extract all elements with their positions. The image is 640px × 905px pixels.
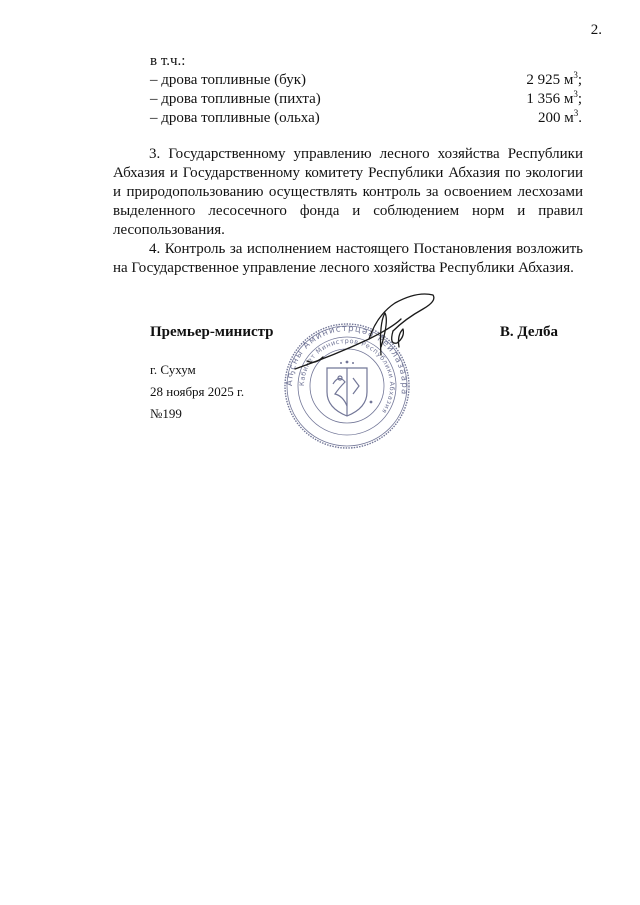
- issue-date: 28 ноября 2025 г.: [150, 384, 245, 399]
- signatory-title: Премьер-министр: [150, 324, 274, 340]
- paragraph-4: 4. Контроль за исполнением настоящего Постановления возложить на Государственное управление лесного хозяйства Республики Абхазия.: [113, 241, 583, 276]
- seal-inner-text: Кабинет Министров Республики Абхазия: [297, 336, 397, 416]
- list-item: [150, 90, 582, 109]
- list-item: [150, 109, 582, 128]
- list-item-amount: 2 925 $м^3$;: [526, 70, 582, 88]
- list-item-label: – дрова топливные (ольха): [150, 110, 320, 126]
- list-item-amount: 1 356 $м^3$;: [526, 89, 582, 107]
- document-number: №199: [150, 406, 182, 421]
- issue-city: г. Сухум: [150, 362, 196, 377]
- paragraph-3: 3. Государственному управлению лесного хозяйства Республики Абхазия и Государственному комитету Республики Абхазия по экологии и природопользованию осуществлять контроль за освоением лесхозами выделенного лесосечного фонда и соблюдением норм и правил лесопользования.: [113, 146, 583, 238]
- seal-outer-text: Аҧсны Аминистрцәа Реилазаара: [284, 323, 410, 397]
- list-intro: в т.ч.:: [150, 53, 186, 69]
- list-item: [150, 71, 582, 90]
- signatory-name: В. Делба: [499, 324, 558, 340]
- list-item-label: – дрова топливные (бук): [150, 72, 307, 88]
- body-text: [113, 145, 583, 278]
- list-item-label: – дрова топливные (пихта): [150, 91, 321, 107]
- page-number: 2.: [590, 22, 602, 38]
- volume-list: [150, 52, 582, 128]
- list-item-amount: 200 $м^3$.: [538, 108, 582, 126]
- handwritten-signature: [285, 285, 445, 395]
